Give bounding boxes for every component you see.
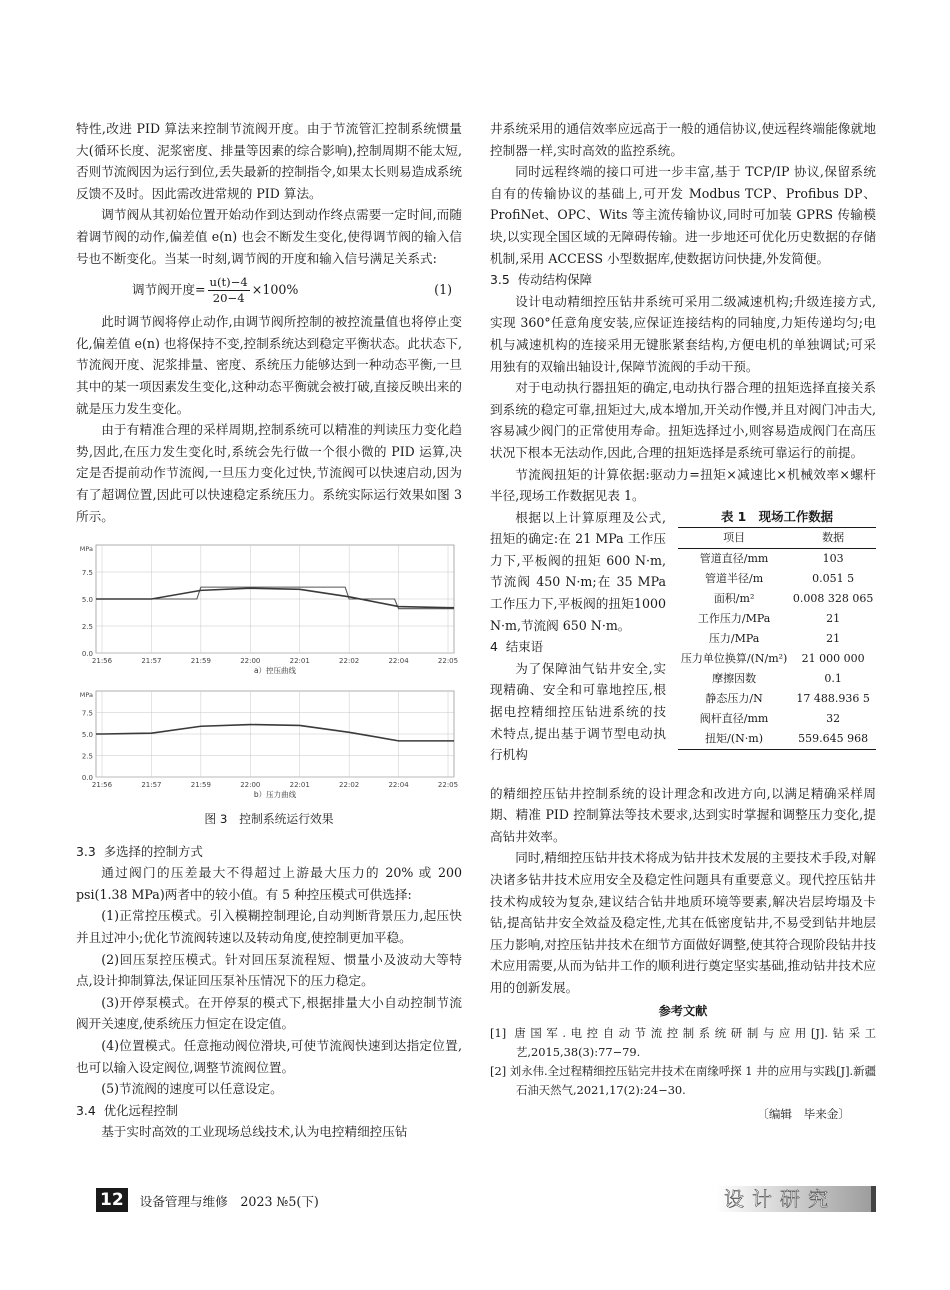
- section-title: 结束语: [505, 639, 544, 655]
- table-cell: 21: [826, 611, 841, 625]
- y-tick-label: 5.0: [81, 731, 93, 740]
- table-cell: 17 488.936 5: [796, 691, 870, 705]
- figure-3-charts: [76, 541, 462, 803]
- list-item: (4)位置模式。任意拖动阀位滑块,可使节流阀快速到达指定位置,也可以输入设定阀位,调整节流阀位置。: [76, 1038, 462, 1075]
- x-tick-label: 22:00: [240, 657, 261, 666]
- list-item: (2)回压泵控压模式。针对回压泵流程短、惯量小及波动大等特点,设计抑制算法,保证回压泵补压情况下的压力稳定。: [76, 951, 462, 989]
- paragraph: 特性,改进 PID 算法来控制节流阀开度。由于节流管汇控制系统惯量大(循环长度、泥浆密度、排量等因素的综合影响),控制周期不能太短,否则节流阀因为运行到位,丢失最新的控制指令,如果太长则易造成系统反馈不及时。因此需改进常规的 PID 算法。: [76, 121, 462, 201]
- table-cell: 静态压力/N: [705, 691, 763, 705]
- x-tick-label: 22:05: [437, 657, 459, 666]
- table-cell: 管道半径/m: [705, 571, 764, 585]
- table-row: [678, 629, 876, 649]
- equation-1: [76, 269, 462, 311]
- table-cell: 管道直径/mm: [699, 551, 769, 565]
- section-heading-3-4: [76, 1100, 462, 1122]
- page-footer: [96, 1188, 319, 1212]
- paragraph: 由于有精准合理的采样周期,控制系统可以精准的判读压力变化趋势,因此,在压力发生变化时,系统会先行做一个很小微的 PID 运算,决定是否提前动作节流阀,一旦压力变化过快,节流阀可以快速启动,因为有了超调位置,因此可以快速稳定系统压力。系统实际运行效果如图 3 所示。: [76, 422, 462, 524]
- x-tick-label: 22:01: [289, 657, 310, 666]
- column-header: 项目: [723, 530, 746, 544]
- y-tick-label: 2.5: [81, 752, 93, 761]
- x-tick-label: 21:57: [141, 781, 162, 790]
- y-tick-label: 7.5: [81, 709, 93, 718]
- y-tick-label: 5.0: [81, 596, 93, 605]
- journal-info: 设备管理与维修 2023 №5(下): [139, 1193, 319, 1209]
- reference-item: [1] 唐国军.电控自动节流控制系统研制与应用[J].钻采工艺,2015,38(3):77−79.: [490, 1026, 876, 1060]
- table-cell: 扭矩/(N·m): [705, 731, 764, 745]
- table-row: [678, 689, 876, 709]
- table-1: [678, 507, 876, 750]
- section-heading-4: [490, 636, 666, 658]
- paragraph: 调节阀从其初始位置开始动作到达到动作终点需要一定时间,而随着调节阀的动作,偏差值 e(n) 也会不断发生变化,使得调节阀的输入信号也不断变化。当某一时刻,调节阀的开度和输入信号满足关系式:: [76, 207, 462, 266]
- x-tick-label: 22:04: [388, 781, 409, 790]
- table-cell: 103: [822, 551, 844, 565]
- paragraph: 通过阀门的压差最大不得超过上游最大压力的 20% 或 200 psi(1.38 MPa)两者中的较小值。有 5 种控压模式可供选择:: [76, 865, 462, 902]
- y-tick-label: 7.5: [81, 569, 93, 578]
- wrapped-text: [490, 507, 666, 766]
- data-table: [678, 527, 876, 750]
- formula-label: 调节阀开度=: [132, 282, 206, 298]
- paragraph: 同时,精细控压钻井技术将成为钻井技术发展的主要技术手段,对解决诸多钻井技术应用安全及稳定性问题具有重要意义。现代控压钻井技术构成较为复杂,建议结合钻井地质环境等要素,解决岩层垮塌及卡钻,提高钻井安全效益及稳定性,尤其在低密度钻井,不易受到钻井地层压力影响,对控压钻井技术在细节方面做好调整,使其符合现阶段钻井技术应用需要,从而为钻井工作的顺利进行奠定坚实基础,推动钻井技术应用的创新发展。: [490, 850, 876, 996]
- table-cell: 压力单位换算/(N/m²): [680, 651, 788, 665]
- column-header: 数据: [822, 530, 845, 544]
- x-tick-label: 22:02: [339, 657, 360, 666]
- paragraph: 此时调节阀将停止动作,由调节阀所控制的被控流量值也将停止变化,偏差值 e(n) 也将保持不变,控制系统达到稳定平衡状态。此状态下,节流阀开度、泥浆排量、密度、系统压力能够达到一种动态平衡,一旦其中的某一项因素发生变化,这种动态平衡就会被打破,直接反映出来的就是压力发生变化。: [76, 314, 462, 416]
- paragraph: 节流阀扭矩的计算依据:驱动力=扭矩×减速比×机械效率×螺杆半径,现场工作数据见表 1。: [490, 466, 876, 504]
- x-tick-label: 21:57: [141, 657, 162, 666]
- list-item: (1)正常控压模式。引入模糊控制理论,自动判断背景压力,起压快并且过冲小;优化节流阀转速以及转动角度,使控制更加平稳。: [76, 908, 462, 946]
- section-title: 多选择的控制方式: [103, 843, 203, 859]
- x-tick-label: 22:02: [339, 781, 360, 790]
- section-number: 3.4: [76, 1102, 96, 1118]
- table-cell: 32: [826, 711, 841, 725]
- table-cell: 21 000 000: [801, 651, 865, 665]
- section-tag-label: 设计研究: [724, 1187, 836, 1211]
- x-tick-label: 21:56: [91, 657, 113, 666]
- paragraph: 井系统采用的通信效率应远高于一般的通信协议,使远程终端能像就地控制器一样,实时高效的监控系统。: [490, 121, 876, 158]
- paragraph: 设计电动精细控压钻井系统可采用二级减速机构;升级连接方式,实现 360°任意角度安装,应保证连接结构的同轴度,力矩传递均匀;电机与减速机构的连接采用无键胀紧套结构,方便电机的单独调试;可采用独有的双输出轴设计,保障节流阀的手动干预。: [490, 293, 876, 374]
- paragraph: 根据以上计算原理及公式,扭矩的确定:在 21 MPa 工作压力下,平板阀的扭矩 600 N·m,节流阀 450 N·m;在 35 MPa 工作压力下,平板阀的扭矩1000 N·m,节流阀 650 N·m。: [490, 509, 666, 633]
- section-heading-3-5: [490, 269, 876, 291]
- x-tick-label: 21:56: [91, 781, 113, 790]
- references-title: 参考文献: [658, 1003, 708, 1018]
- table-cell: 阀杆直径/mm: [699, 711, 769, 725]
- x-tick-label: 21:59: [190, 657, 211, 666]
- section-number: 3.5: [490, 272, 510, 288]
- x-tick-label: 22:04: [388, 657, 409, 666]
- table-row: [678, 669, 876, 689]
- table-row: [678, 729, 876, 750]
- table-row: [678, 649, 876, 669]
- figure-3: [76, 541, 462, 803]
- table-cell: 0.051 5: [812, 571, 855, 585]
- chart-title: b）压力曲线: [253, 790, 297, 800]
- list-item: (3)开停泵模式。在开停泵的模式下,根据排量大小自动控制节流阀开关速度,使系统压力恒定在设定值。: [76, 994, 462, 1032]
- editor-note: 〔编辑 毕来金〕: [757, 1107, 850, 1122]
- table-row: [678, 709, 876, 729]
- x-tick-label: 21:59: [190, 781, 211, 790]
- table-cell: 摩擦因数: [712, 671, 757, 685]
- table-cell: 0.1: [824, 671, 842, 685]
- table-cell: 21: [826, 631, 841, 645]
- reference-item: [2] 刘永伟.全过程精细控压钻完井技术在南缘呼探 1 井的应用与实践[J].新疆石油天然气,2021,17(2):24−30.: [490, 1064, 876, 1098]
- table-title: 表 1 现场工作数据: [720, 508, 834, 524]
- table-cell: 压力/MPa: [708, 631, 760, 645]
- section-tag: [716, 1186, 876, 1212]
- table-row: [678, 609, 876, 629]
- paragraph: 基于实时高效的工业现场总线技术,认为电控精细控压钻: [101, 1124, 408, 1140]
- section-number: 4: [490, 639, 498, 655]
- section-number: 3.3: [76, 843, 96, 859]
- table-row: [678, 548, 876, 569]
- formula-tail: ×100%: [251, 282, 299, 298]
- x-tick-label: 22:01: [289, 781, 310, 790]
- chart-panel: [80, 545, 458, 675]
- y-tick-label: 2.5: [81, 623, 93, 632]
- section-tag-edge: [871, 1186, 876, 1212]
- section-title: 优化远程控制: [103, 1102, 179, 1118]
- y-tick-label: 0.0: [81, 650, 93, 659]
- figure-caption: 图 3 控制系统运行效果: [204, 812, 334, 827]
- table-header-row: [678, 527, 876, 548]
- table-cell: 工作压力/MPa: [697, 611, 771, 625]
- page-number: 12: [96, 1188, 128, 1212]
- x-tick-label: 22:05: [437, 781, 459, 790]
- paragraph: 为了保障油气钻井安全,实现精确、安全和可靠地控压,根据电控精细控压钻进系统的技术特点,提出基于调节型电动执行机构: [490, 660, 666, 763]
- table-cell: 面积/m²: [713, 591, 755, 605]
- formula-fraction: [208, 275, 250, 306]
- equation-number: (1): [434, 282, 452, 298]
- paragraph: 的精细控压钻井控制系统的设计理念和改进方向,以满足精确采样周期、精准 PID 控制算法等技术要求,达到实时掌握和调整压力变化,提高钻井效率。: [490, 785, 876, 844]
- table-row: [678, 589, 876, 609]
- y-axis-label: MPa: [79, 545, 93, 554]
- section-heading-3-3: [76, 841, 462, 863]
- chart-panel: [80, 691, 458, 799]
- table-cell: 559.645 968: [798, 731, 869, 745]
- table-wrap-area: [490, 507, 876, 783]
- paragraph: 同时远程终端的接口可进一步丰富,基于 TCP/IP 协议,保留系统自有的传输协议的基础上,可开发 Modbus TCP、Profibus DP、ProfiNet、OPC、Wits 等主流传输协议,同时可加装 GPRS 传输模块,以实现全国区域的无障碍传输。进一步地还可优化历史数据的存储机制,采用 ACCESS 小型数据库,使数据访问快捷,外发简便。: [490, 164, 876, 266]
- paragraph: 对于电动执行器扭矩的确定,电动执行器合理的扭矩选择直接关系到系统的稳定可靠,扭矩过大,成本增加,开关动作慢,并且对阀门冲击大,容易减少阀门的正常使用寿命。扭矩选择过小,则容易造成阀门在高压状况下根本无法动作,因此,合理的扭矩选择是系统可靠运行的前提。: [490, 380, 876, 460]
- y-axis-label: MPa: [79, 691, 93, 700]
- right-column: [490, 118, 876, 1126]
- y-tick-label: 0.0: [81, 774, 93, 783]
- table-row: [678, 569, 876, 589]
- left-column: [76, 118, 462, 1143]
- formula-denominator: 20−4: [212, 290, 245, 305]
- x-tick-label: 22:00: [240, 781, 261, 790]
- chart-title: a）控压曲线: [253, 666, 297, 676]
- section-title: 传动结构保障: [517, 272, 593, 288]
- formula-numerator: u(t)−4: [209, 274, 248, 289]
- list-item: (5)节流阀的速度可以任意设定。: [101, 1081, 283, 1097]
- table-cell: 0.008 328 065: [792, 591, 874, 605]
